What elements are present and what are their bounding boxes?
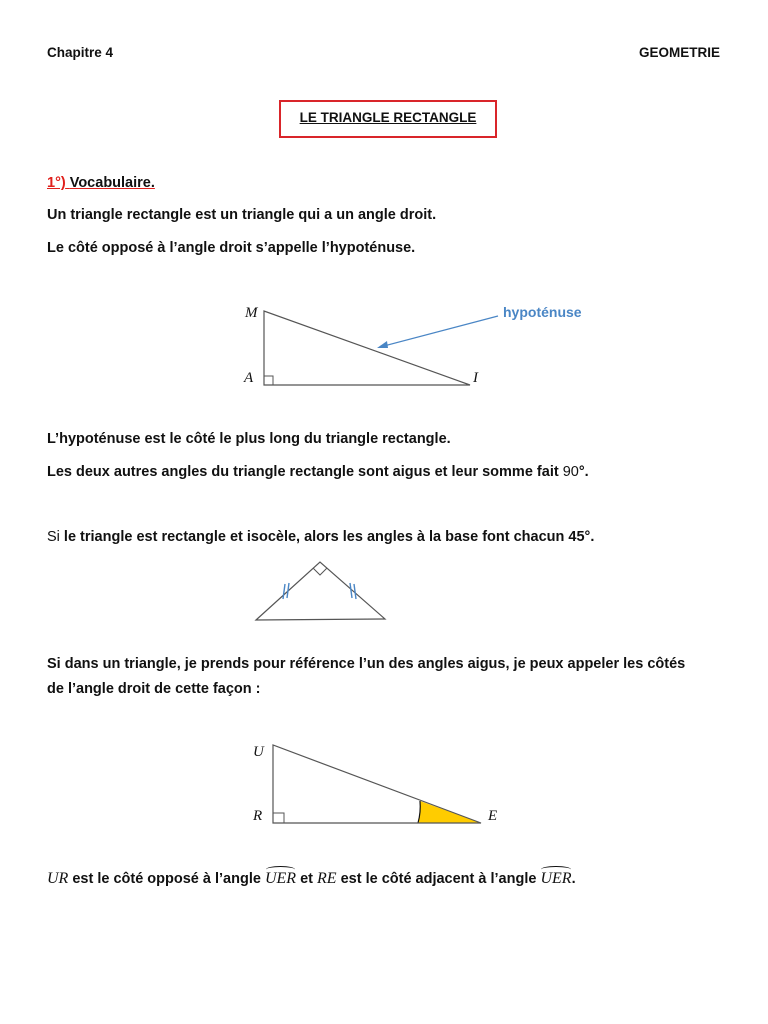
tick-left-2 [287,583,289,598]
tick-right-2 [354,584,356,599]
conclusion-text-2: et [296,871,318,887]
triangle-mai [264,311,470,385]
page-title: LE TRIANGLE RECTANGLE [299,110,477,125]
hypotenuse-arrow [380,316,498,347]
angle-sum-text: Les deux autres angles du triangle rectangle sont aigus et leur somme fait [47,464,563,480]
side-ur: UR [47,870,69,887]
right-angle-mark-3 [273,813,284,823]
isosceles-si: Si [47,529,60,545]
isosceles-text: le triangle est rectangle et isocèle, alors les angles à la base font chacun 45°. [59,529,595,545]
paragraph-longest-side: L’hypoténuse est le côté le plus long du triangle rectangle. [47,431,451,447]
isosceles-triangle [256,562,385,620]
figure-isosceles-triangle [250,555,395,630]
section-heading [47,175,155,191]
paragraph-reference-2: de l’angle droit de cette façon : [47,681,261,697]
conclusion-text-1: est le côté opposé à l’angle [68,871,265,887]
angle-sum-unit: °. [578,464,589,480]
chapter-label: Chapitre 4 [47,45,114,60]
paragraph-reference-1: Si dans un triangle, je prends pour référence l’un des angles aigus, je peux appeler les côtés [47,656,686,672]
subject-label: GEOMETRIE [638,45,720,60]
side-re: RE [317,870,337,887]
section-number: 1°) [47,175,66,191]
section-label: Vocabulaire. [69,175,155,191]
paragraph-definition-2: Le côté opposé à l’angle droit s’appelle l’hypoténuse. [47,240,416,256]
angle-uer-1: UER [264,870,297,887]
vertex-r: R [253,808,263,824]
paragraph-conclusion [47,870,576,888]
tick-left-1 [283,584,285,599]
angle-sum-value: 90 [562,464,579,480]
paragraph-angle-sum [47,464,589,480]
conclusion-text-4: . [571,871,576,887]
triangle-ure [273,745,481,823]
conclusion-text-3: est le côté adjacent à l’angle [336,871,541,887]
arrow-head [377,341,388,348]
paragraph-isosceles [47,529,594,545]
vertex-a: A [244,370,254,386]
right-angle-mark [264,376,273,385]
vertex-m: M [245,305,258,321]
vertex-e: E [488,808,498,824]
hypotenuse-label: hypoténuse [503,304,582,320]
paragraph-definition-1: Un triangle rectangle est un triangle qui a un angle droit. [47,207,437,223]
right-angle-mark-2 [313,568,327,575]
figure-triangle-ure [240,735,520,835]
vertex-i: I [473,370,478,386]
vertex-u: U [253,744,264,760]
tick-right-1 [350,583,352,598]
angle-uer-2: UER [540,870,572,887]
